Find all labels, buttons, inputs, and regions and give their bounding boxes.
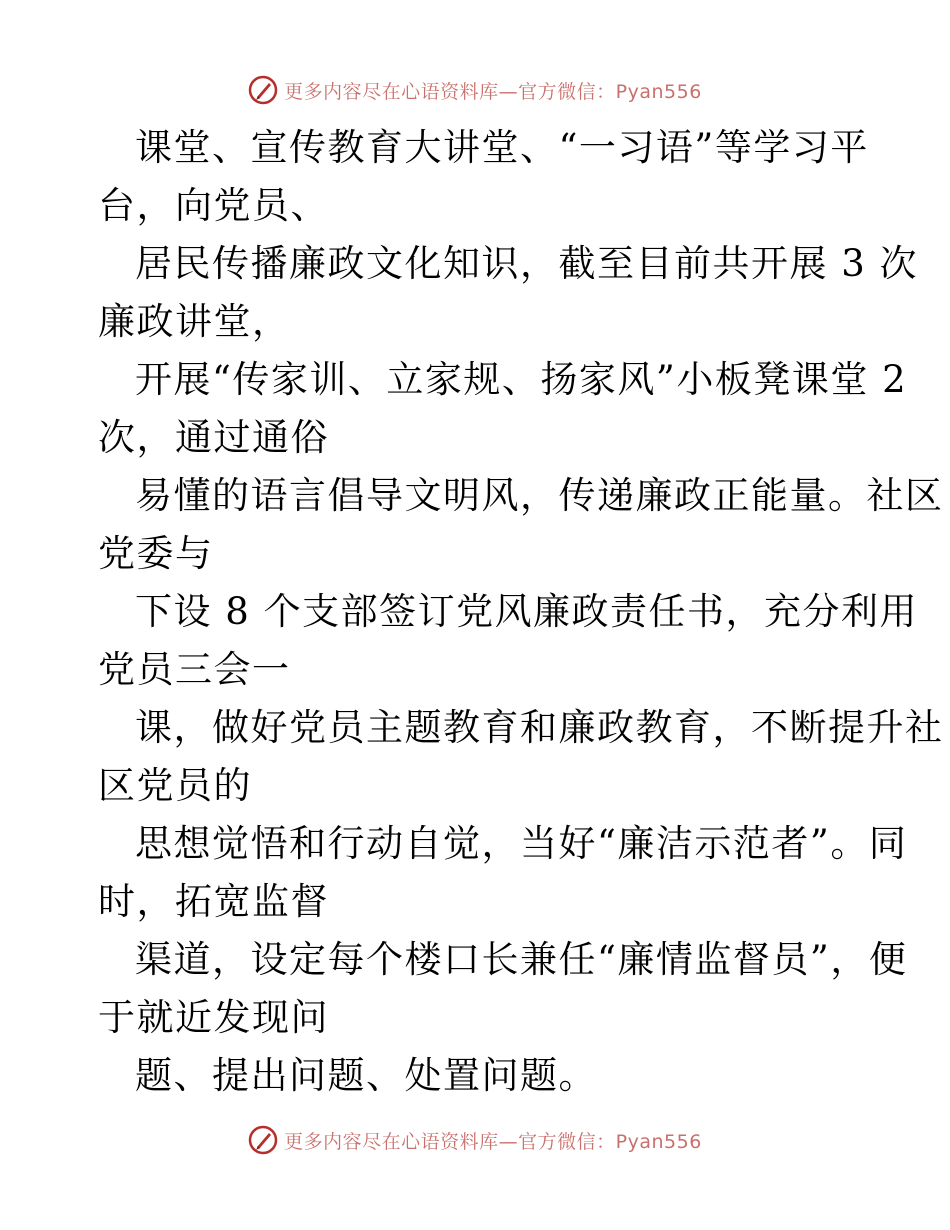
- quill-pen-logo-icon: [248, 75, 278, 105]
- body-line: 题、提出问题、处置问题。: [135, 1054, 597, 1097]
- body-line: 党委与: [98, 532, 214, 575]
- body-line: 廉政讲堂，: [98, 300, 291, 343]
- body-line: 开展“传家训、立家规、扬家风”小板凳课堂 2: [135, 358, 908, 401]
- body-line: 思想觉悟和行动自觉，当好“廉洁示范者”。同: [135, 822, 908, 865]
- body-line: 课，做好党员主题教育和廉政教育，不断提升社: [135, 706, 944, 749]
- body-line: 下设 8 个支部签订党风廉政责任书，充分利用: [135, 590, 919, 633]
- body-line: 区党员的: [98, 764, 252, 807]
- footer-banner: [0, 1120, 950, 1160]
- body-line: 次，通过通俗: [98, 416, 329, 459]
- body-line: 于就近发现问: [98, 996, 329, 1039]
- header-banner: [0, 70, 950, 110]
- body-line: 课堂、宣传教育大讲堂、“一习语”等学习平: [135, 126, 869, 169]
- footer-banner-text: 更多内容尽在心语资料库—官方微信：Pyan556: [284, 1130, 702, 1153]
- body-line: 渠道，设定每个楼口长兼任“廉情监督员”，便: [135, 938, 908, 981]
- header-banner-text: 更多内容尽在心语资料库—官方微信：Pyan556: [284, 80, 702, 103]
- body-line: 台，向党员、: [98, 184, 329, 227]
- quill-pen-logo-icon: [248, 1125, 278, 1155]
- body-line: 党员三会一: [98, 648, 291, 691]
- body-line: 易懂的语言倡导文明风，传递廉政正能量。社区: [135, 474, 944, 517]
- body-line: 时，拓宽监督: [98, 880, 329, 923]
- body-line: 居民传播廉政文化知识，截至目前共开展 3 次: [135, 242, 919, 285]
